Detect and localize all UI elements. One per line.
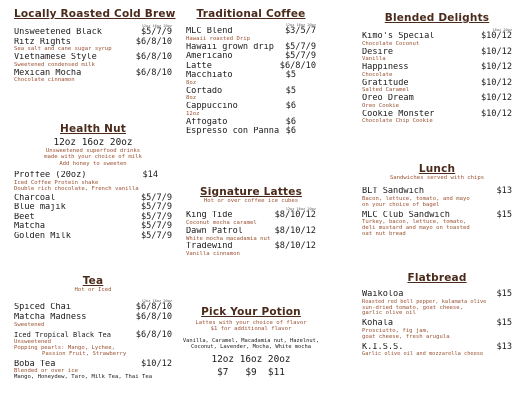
menu-item [14, 38, 172, 54]
item-description: Chocolate Chip Cookie [362, 118, 433, 125]
section-title: Blended Delights [384, 12, 490, 24]
item-price: $5 [285, 85, 296, 96]
menu-item [362, 32, 512, 48]
item-name: Macchiato [186, 71, 233, 81]
section-title: Health Nut [59, 123, 127, 135]
item-price: $5/7/9 [140, 231, 172, 241]
section-pick-your-potion [180, 306, 322, 378]
menu-item [362, 187, 512, 208]
section-title: Signature Lattes [199, 186, 303, 198]
item-name: Happiness [362, 63, 409, 72]
item-name: Waikoloa [362, 290, 404, 299]
item-price: $13 [496, 186, 512, 197]
menu-item [186, 211, 316, 227]
item-price: $8/10/12 [274, 225, 316, 236]
item-name: Dawn Patrol [186, 226, 243, 236]
item-description: Sea salt and cane sugar syrup [14, 46, 112, 53]
section-flatbread [362, 272, 512, 358]
item-price: $5/7/9 [140, 192, 172, 203]
size-header: 12oz 16oz 20oz [285, 23, 316, 27]
section-subtitle: Add honey to sweeten [59, 160, 127, 167]
size-header: 12oz 16oz 20oz [141, 299, 172, 304]
item-name: Espresso con Panna [186, 127, 280, 137]
section-title: Pick Your Potion [201, 306, 301, 318]
item-name: Latte [186, 61, 212, 71]
flavor-list: Coconut, Lavender, Mocha, White mocha [190, 344, 312, 351]
section-title: Flatbread [407, 272, 467, 284]
item-name: Blue majik [14, 203, 66, 213]
item-name: Spiced Chai [14, 303, 71, 313]
item-price: $8/10/12 [274, 210, 316, 221]
menu-item [362, 343, 512, 359]
menu-item [362, 110, 512, 126]
item-description: Garlic olive oil and mozzarella cheese [362, 351, 484, 358]
section-subtitle: made with your choice of milk [44, 154, 142, 161]
menu-item [186, 102, 316, 118]
item-name: Desire [362, 47, 394, 57]
item-name: Cortado [186, 86, 223, 96]
item-description: sun-dried tomato, goat cheese, [362, 304, 464, 311]
section-health-nut [14, 123, 172, 242]
item-description: Salted Caramel [362, 87, 410, 94]
item-description: oat nut bread [362, 231, 406, 238]
item-price: $5/7/9 [140, 221, 172, 232]
potion-prices: $7 $9 $11 [217, 367, 285, 379]
section-traditional-coffee [186, 8, 316, 137]
item-description: Sweetened [14, 321, 45, 328]
item-description: Unsweetened [14, 339, 52, 346]
item-price: $6/8/10 [135, 67, 172, 78]
item-name: K.I.S.S. [362, 342, 404, 352]
item-name: Iced Tropical Black Tea [14, 330, 111, 339]
item-price: $15 [496, 318, 512, 329]
item-name: Charcoal [14, 193, 56, 203]
item-description: Vanilla cinnamon [186, 251, 240, 257]
item-description: Double rich chocolate, French vanilla [14, 185, 139, 192]
item-description: deli mustard and mayo on toasted [362, 225, 470, 232]
item-description: White mocha macadamia nut [186, 235, 271, 242]
item-price: $6/8/10 [135, 302, 172, 313]
section-signature-lattes [186, 186, 316, 258]
item-description: Oreo Cookie [362, 102, 400, 109]
menu-item-boba [14, 360, 172, 381]
section-subtitle: Unsweetened superfood drinks [45, 148, 141, 154]
item-name: Tradewind [186, 242, 233, 252]
section-subtitle: Hot or over coffee ice cubes [203, 198, 299, 204]
menu-item [362, 63, 512, 79]
item-description: on your choice of bagel [362, 201, 440, 208]
item-price: $10/12 [480, 62, 512, 72]
menu-item [14, 232, 172, 242]
flavor-list: Vanilla, Caramel, Macadamia nut, Hazelnut, [182, 337, 320, 344]
section-title: Lunch [418, 163, 456, 175]
item-description: 8oz [186, 95, 197, 102]
item-name: Kimo's Special [362, 32, 435, 41]
item-name: Matcha Madness [14, 313, 87, 322]
item-description: Vanilla [362, 56, 386, 63]
menu-item [186, 242, 316, 258]
item-description: Popping pearls: Mango, Lychee, [14, 345, 116, 351]
item-description: Bacon, lettuce, tomato, and mayo [362, 196, 470, 202]
item-price: $5 [285, 70, 296, 81]
menu-item [14, 331, 172, 358]
item-price: $5/7/9 [140, 202, 172, 213]
item-price: $6 [285, 126, 296, 137]
menu-item [362, 94, 512, 110]
item-name: Vietnamese Style [14, 53, 97, 63]
menu-item [186, 71, 316, 87]
item-name: King Tide [186, 211, 233, 221]
boba-flavors: Mango, Honeydew, Taro, Milk Tea, Thai Tea [14, 374, 153, 381]
item-description: Blended or over ice [14, 368, 78, 375]
item-name: Unsweetened Black [14, 28, 102, 37]
item-name: Americano [186, 52, 233, 62]
menu-item [362, 79, 512, 95]
item-price: $10/12 [480, 77, 512, 88]
item-name: Beet [14, 212, 35, 222]
item-price: $10/12 [140, 358, 172, 369]
menu-item [186, 227, 316, 243]
item-description: Roasted red bell pepper, kalamata olive [362, 298, 487, 305]
item-price: $5/7/9 [284, 51, 316, 62]
item-description: Hawaii roasted Drip [186, 35, 250, 42]
item-description: Coconut mocha caramel [186, 220, 257, 226]
section-title: Tea [82, 275, 104, 287]
item-price: $10/12 [480, 46, 512, 57]
item-name: MLC Blend [186, 27, 233, 36]
item-price: $5/7/9 [284, 41, 316, 52]
item-price: $6/8/10 [135, 36, 172, 47]
size-header: 12oz 16oz 20oz [141, 24, 172, 28]
item-description: Chocolate cinnamon [14, 77, 75, 84]
item-name: MLC Club Sandwich [362, 210, 450, 220]
menu-item [14, 69, 172, 85]
menu-item [14, 53, 172, 69]
size-header: 12oz 16oz 20oz [211, 354, 291, 366]
section-subtitle: $1 for additional flavor [210, 326, 292, 333]
item-description: 12oz [186, 110, 200, 117]
item-price: $6/8/10 [135, 52, 172, 63]
menu-item [186, 127, 316, 137]
section-title: Locally Roasted Cold Brew [14, 8, 176, 20]
item-name: Matcha [14, 222, 46, 232]
item-description: garlic olive oil [362, 310, 416, 317]
item-description: Sweetened condensed milk [14, 61, 95, 68]
item-description: Iced Coffee Protein shake [14, 179, 99, 186]
item-name: Mexican Mocha [14, 68, 82, 78]
item-name: Proffee (20oz) [14, 171, 87, 181]
item-price: $13 [496, 341, 512, 352]
size-header: 16oz 20oz [492, 28, 512, 32]
item-price: $10/12 [480, 108, 512, 119]
item-name: Kohala [362, 319, 394, 329]
item-price: $5/7/9 [140, 211, 172, 222]
item-price: $8/10/12 [274, 241, 316, 252]
item-price: $15 [496, 289, 512, 299]
item-price: $10/12 [480, 31, 512, 41]
item-name: Hawaii grown drip [186, 42, 274, 52]
item-description: Chocolate [362, 71, 393, 78]
item-description: goat cheese, fresh arugula [362, 333, 450, 340]
size-header: 12oz 16oz 20oz [285, 207, 316, 212]
section-lunch [362, 163, 512, 238]
item-name: Ritz Rights [14, 37, 71, 47]
item-price: $6/8/10 [135, 329, 172, 340]
section-blended-delights [362, 12, 512, 125]
item-description: Chocolate Coconut [362, 40, 420, 47]
item-name: Affogato [186, 117, 228, 127]
menu-item [14, 313, 172, 329]
menu-item [14, 171, 172, 192]
item-price: $3/5/7 [284, 26, 316, 36]
item-price: $6 [285, 101, 296, 112]
item-name: Golden Milk [14, 232, 71, 241]
section-title: Traditional Coffee [196, 8, 306, 20]
menu-item [362, 319, 512, 340]
menu-item [186, 27, 316, 43]
item-description: Prosciutto, fig jam, [362, 327, 430, 334]
size-header: 12oz 16oz 20oz [53, 137, 133, 148]
item-name: Boba Tea [14, 359, 56, 369]
section-subtitle: Lattes with your choice of flavor [195, 320, 307, 326]
section-subtitle: Sandwiches served with chips [389, 175, 485, 181]
item-price: $10/12 [480, 93, 512, 103]
item-price: $14 [142, 170, 158, 181]
section-tea [14, 275, 172, 381]
section-cold-brew [14, 8, 176, 84]
item-name: Cookie Monster [362, 109, 435, 119]
menu-item [186, 87, 316, 103]
menu-item [362, 48, 512, 64]
menu-item [186, 62, 316, 72]
section-subtitle: Hot or Iced [74, 287, 112, 293]
item-description: 8oz [186, 79, 197, 86]
item-name: Cappuccino [186, 102, 238, 112]
menu-item [186, 118, 316, 128]
item-price: $15 [496, 209, 512, 220]
item-name: Gratitude [362, 78, 409, 88]
item-name: BLT Sandwich [362, 187, 425, 197]
item-description: Turkey, bacon, lettuce, tomato, [362, 219, 467, 226]
item-description: Passion Fruit, Strawberry [42, 350, 127, 357]
item-price: $6/8/10 [279, 60, 316, 71]
item-price: $5/7/9 [140, 27, 172, 37]
item-price: $6 [285, 116, 296, 127]
item-price: $6/8/10 [135, 312, 172, 322]
menu-item [362, 211, 512, 238]
menu-item [362, 290, 512, 317]
item-name: Oreo Dream [362, 94, 414, 103]
